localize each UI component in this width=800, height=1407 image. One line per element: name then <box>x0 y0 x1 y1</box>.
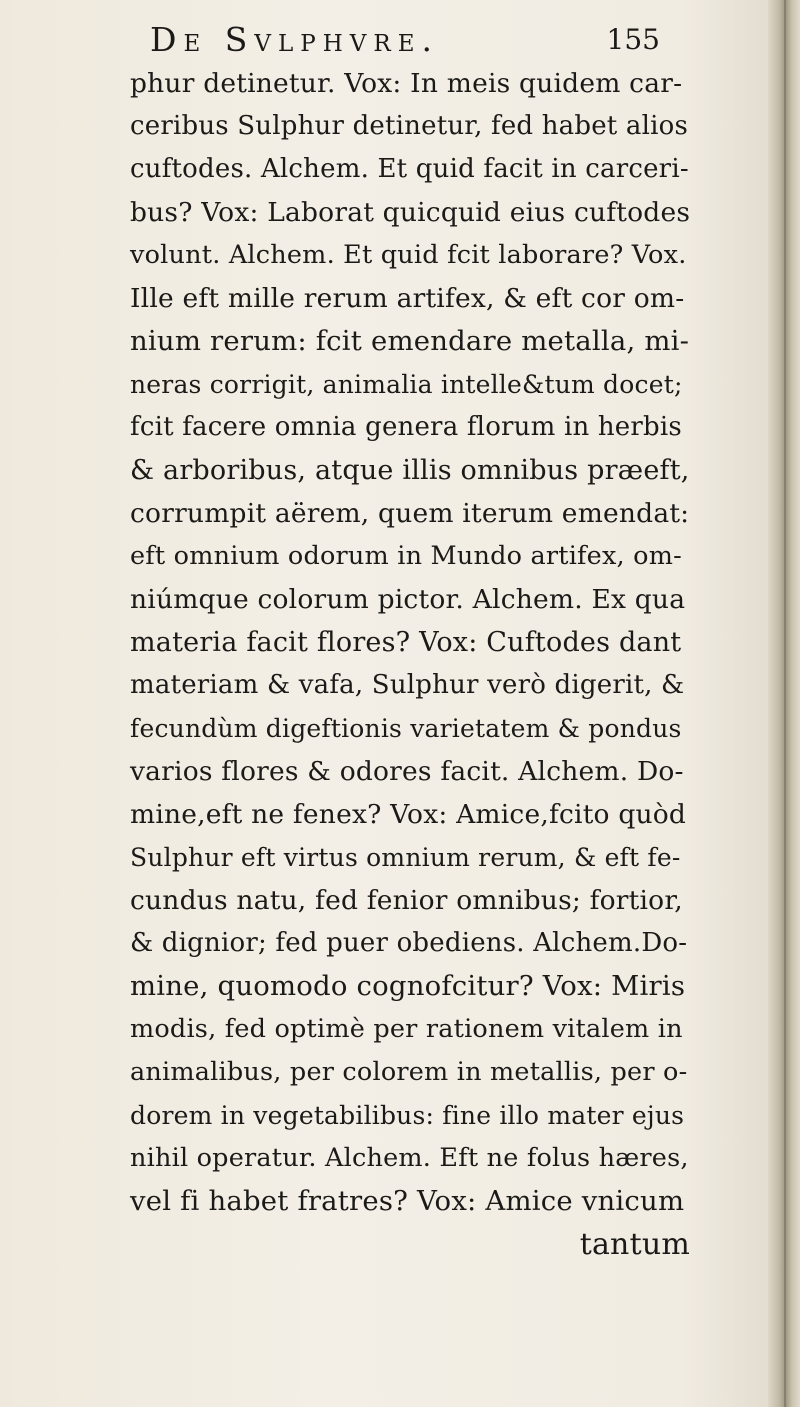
text-line: & arboribus, atque illis omnibus præeft, <box>130 455 690 486</box>
text-line: vel fi habet fratres? Vox: Amice vnicum <box>130 1185 685 1217</box>
text-line: cundus natu, fed fenior omnibus; fortior, <box>130 885 683 916</box>
text-line: nihil operatur. Alchem. Eft ne folus hæres, <box>130 1143 689 1173</box>
text-line: Ille eft mille rerum artifex, & eft cor om- <box>130 283 685 314</box>
text-line: fcit facere omnia genera florum in herbis <box>130 412 682 442</box>
text-line: dorem in vegetabilibus: fine illo mater ejus <box>130 1101 685 1130</box>
text-line: materia facit flores? Vox: Cuftodes dant <box>130 627 682 658</box>
text-line: mine,eft ne fenex? Vox: Amice,fcito quòd <box>130 799 687 830</box>
body-text <box>130 62 690 1266</box>
text-line: volunt. Alchem. Et quid fcit laborare? Vox. <box>130 240 687 270</box>
text-line: neras corrigit, animalia intelle&tum docet; <box>130 370 683 399</box>
binding-edge <box>784 0 786 1407</box>
catchword: tantum <box>579 1227 690 1262</box>
running-title: De Svlphvre. <box>150 20 439 59</box>
text-line: modis, fed optimè per rationem vitalem in <box>130 1014 683 1044</box>
text-line: phur detinetur. Vox: In meis quidem car- <box>130 68 683 99</box>
text-line: materiam & vafa, Sulphur verò digerit, & <box>130 670 685 700</box>
text-line: animalibus, per colorem in metallis, per o- <box>130 1057 688 1087</box>
text-line: niúmque colorum pictor. Alchem. Ex qua <box>130 584 686 615</box>
text-line: varios flores & odores facit. Alchem. Do- <box>130 756 684 787</box>
text-line: eft omnium odorum in Mundo artifex, om- <box>130 541 682 571</box>
text-line: bus? Vox: Laborat quicquid eius cuftodes <box>130 197 691 228</box>
text-line: nium rerum: fcit emendare metalla, mi- <box>130 325 690 357</box>
text-line: ceribus Sulphur detinetur, fed habet alios <box>130 111 689 141</box>
text-line: fecundùm digeftionis varietatem & pondus <box>130 714 682 743</box>
text-line: mine, quomodo cognofcitur? Vox: Miris <box>130 970 686 1002</box>
page-header <box>150 18 660 62</box>
text-line: & dignior; fed puer obediens. Alchem.Do- <box>130 928 688 958</box>
text-line: cuftodes. Alchem. Et quid facit in carceri- <box>130 154 689 184</box>
text-line: Sulphur eft virtus omnium rerum, & eft fe- <box>130 843 681 872</box>
text-line: corrumpit aërem, quem iterum emendat: <box>130 498 690 529</box>
page-number: 155 <box>606 23 660 56</box>
